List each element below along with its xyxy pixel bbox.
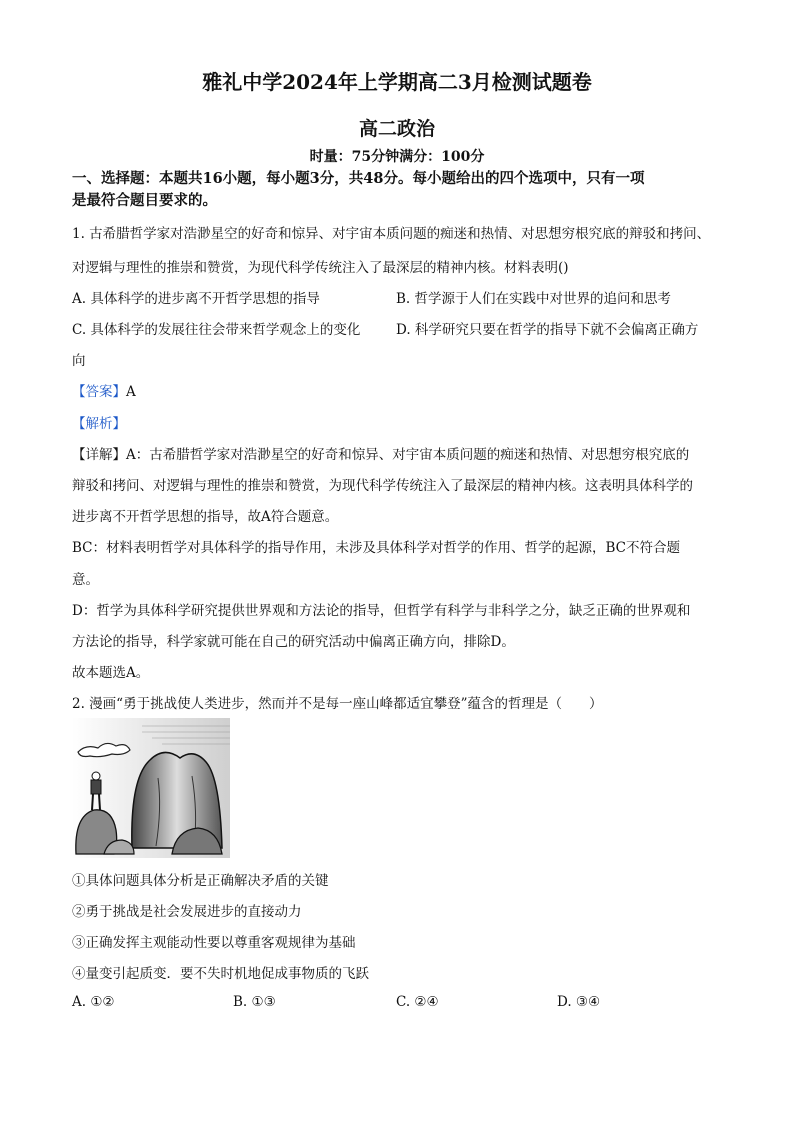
q1-answer xyxy=(72,380,136,400)
q2-statement-2: ②勇于挑战是社会发展进步的直接动力 xyxy=(72,904,302,920)
q1-option-a: A. 具体科学的进步离不开哲学思想的指导 xyxy=(72,291,320,307)
q2-statement-4: ④量变引起质变．要不失时机地促成事物质的飞跃 xyxy=(72,966,369,982)
q1-option-c: C. 具体科学的发展往往会带来哲学观念上的变化 xyxy=(72,322,361,338)
q2-option-a: A. ①② xyxy=(72,994,115,1010)
cartoon-image xyxy=(72,718,230,858)
q2-statement-1: ①具体问题具体分析是正确解决矛盾的关键 xyxy=(72,873,329,889)
q1-option-d: D. 科学研究只要在哲学的指导下就不会偏离正确方 xyxy=(396,322,699,338)
q1-analysis-tag: 【解析】 xyxy=(72,416,126,432)
q1-detail-line3: 进步离不开哲学思想的指导，故A符合题意。 xyxy=(72,509,339,525)
q2-stem: 2. 漫画“勇于挑战使人类进步，然而并不是每一座山峰都适宜攀登”蕴含的哲理是（ ） xyxy=(72,696,603,712)
answer-tag: 【答案】 xyxy=(72,384,126,400)
q1-detail-line6: D：哲学为具体科学研究提供世界观和方法论的指导，但哲学有科学与非科学之分，缺乏正确的世界观和 xyxy=(72,603,691,619)
q1-option-b: B. 哲学源于人们在实践中对世界的追问和思考 xyxy=(396,291,672,307)
section-heading-line2: 是最符合题目要求的。 xyxy=(72,192,217,209)
exam-meta: 时量：75分钟满分：100分 xyxy=(309,149,485,165)
q1-detail-line5: 意。 xyxy=(72,572,99,588)
q2-option-d: D. ③④ xyxy=(557,994,601,1010)
detail-tag: 【详解】 xyxy=(72,447,126,463)
section-heading-line1: 一、选择题：本题共16小题，每小题3分，共48分。每小题给出的四个选项中，只有一项 xyxy=(72,170,645,187)
detail-text: A：古希腊哲学家对浩渺星空的好奇和惊异、对宇宙本质问题的痴迷和热情、对思想穷根究底的 xyxy=(126,447,690,463)
answer-value: A xyxy=(126,384,136,400)
q2-option-c: C. ②④ xyxy=(396,994,439,1010)
q1-detail-line8: 故本题选A。 xyxy=(72,665,150,681)
q2-option-b: B. ①③ xyxy=(233,994,276,1010)
q2-statement-3: ③正确发挥主观能动性要以尊重客观规律为基础 xyxy=(72,935,356,951)
exam-title: 雅礼中学2024年上学期高二3月检测试题卷 xyxy=(202,70,592,94)
q1-detail-line7: 方法论的指导，科学家就可能在自己的研究活动中偏离正确方向，排除D。 xyxy=(72,634,515,650)
q1-detail-line1 xyxy=(72,443,689,463)
exam-subject: 高二政治 xyxy=(358,118,435,140)
q1-detail-line4: BC：材料表明哲学对具体科学的指导作用，未涉及具体科学对哲学的作用、哲学的起源，BC不符合题 xyxy=(72,540,680,556)
q1-stem-line1: 1. 古希腊哲学家对浩渺星空的好奇和惊异、对宇宙本质问题的痴迷和热情、对思想穷根究底的辩驳和拷问、 xyxy=(72,226,711,242)
q1-option-d-wrap: 向 xyxy=(72,353,86,369)
q1-stem-line2: 对逻辑与理性的推崇和赞赏，为现代科学传统注入了最深层的精神内核。材料表明() xyxy=(72,260,569,276)
q1-detail-line2: 辩驳和拷问、对逻辑与理性的推崇和赞赏，为现代科学传统注入了最深层的精神内核。这表明具体科学的 xyxy=(72,478,693,494)
